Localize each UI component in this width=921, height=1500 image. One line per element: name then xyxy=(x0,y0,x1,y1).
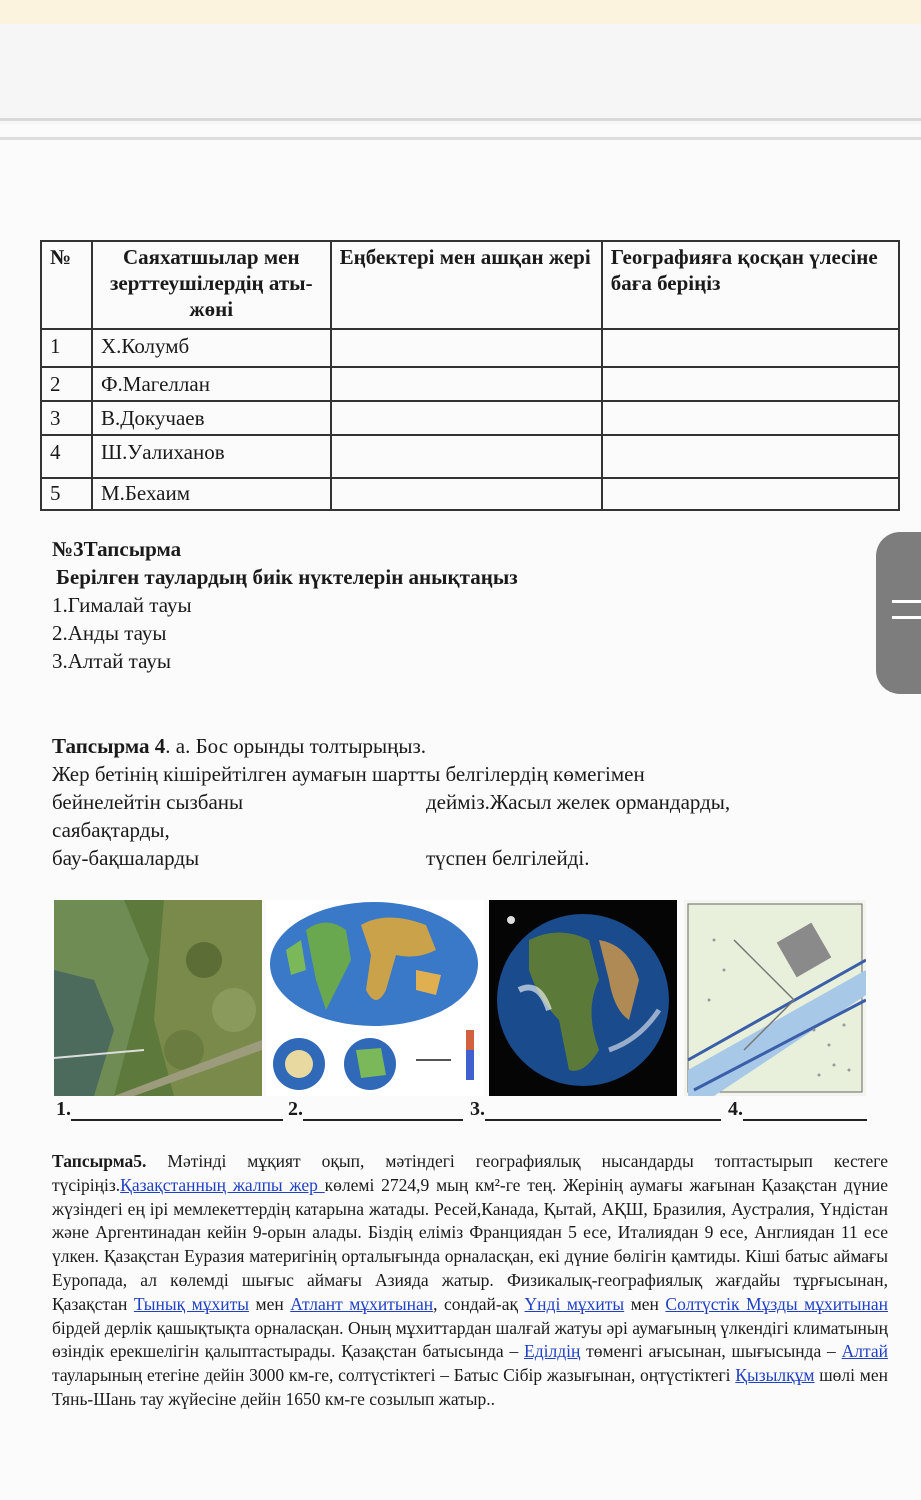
text: тауларының етегіне дейін 3000 км-ге, солтүстіктегі – Батыс Сібір жазығынан, оңтүстіктегі xyxy=(52,1365,736,1386)
image-label: 3. xyxy=(470,1098,485,1120)
menu-icon xyxy=(892,600,921,603)
divider-line xyxy=(0,118,921,121)
list-item: 1.Гималай тауы xyxy=(52,593,192,617)
answer-blank[interactable] xyxy=(303,1099,463,1121)
contribution-cell xyxy=(602,478,899,510)
link-pacific-ocean[interactable]: Тынық мұхиты xyxy=(133,1293,249,1314)
works-cell xyxy=(331,435,602,478)
task4-line-left: бау-бақшаларды xyxy=(52,846,200,870)
answer-blank[interactable] xyxy=(743,1099,867,1121)
task4-line: Жер бетінің кішірейтілген аумағын шартты белгілердің көмегімен xyxy=(52,762,645,786)
link-atlantic-ocean[interactable]: Атлант мұхитынан xyxy=(290,1293,434,1314)
table-row xyxy=(41,401,899,435)
task5-paragraph xyxy=(52,1150,888,1412)
task4-line-right: түспен белгілейді. xyxy=(426,846,590,870)
task4-line: саябақтарды, xyxy=(52,818,170,842)
row-name: Ш.Уалиханов xyxy=(92,435,331,478)
row-num: 2 xyxy=(41,367,92,401)
contribution-cell xyxy=(602,329,899,367)
row-name: В.Докучаев xyxy=(92,401,331,435)
header-works: Еңбектері мен ашқан жері xyxy=(331,241,602,329)
list-item: 2.Анды тауы xyxy=(52,621,167,645)
row-name: Х.Колумб xyxy=(92,329,331,367)
works-cell xyxy=(331,401,602,435)
text: бірдей дерлік қашықтықта орналасқан. Оның мұхиттардан шалғай жатуы әрі аумағының үлкендігі климатының өзіндік ерекшелігін қалыптастырады. Қазақстан батысында – xyxy=(52,1317,888,1362)
table-row xyxy=(41,435,899,478)
task4-section xyxy=(52,732,902,872)
works-cell xyxy=(331,478,602,510)
side-panel-handle[interactable] xyxy=(876,532,921,694)
link-altai[interactable]: Алтай xyxy=(841,1341,888,1362)
text: , сондай-ақ xyxy=(433,1293,525,1314)
text: мен xyxy=(624,1293,666,1314)
table-row xyxy=(41,329,899,367)
list-item: 3.Алтай тауы xyxy=(52,649,171,673)
link-kazakhstan-area[interactable]: Қазақстанның жалпы жер xyxy=(120,1174,325,1195)
table-row xyxy=(41,478,899,510)
task3-subtitle: Берілген таулардың биік нүктелерін анықтаңыз xyxy=(56,565,518,589)
aerial-photo-image xyxy=(54,900,262,1096)
answer-blank[interactable] xyxy=(485,1099,721,1121)
link-volga[interactable]: Еділдің xyxy=(524,1341,581,1362)
row-num: 5 xyxy=(41,478,92,510)
table-row xyxy=(41,367,899,401)
works-cell xyxy=(331,329,602,367)
link-arctic-ocean[interactable]: Солтүстік Мұзды мұхитынан xyxy=(665,1293,888,1314)
earth-globe-image xyxy=(489,900,677,1096)
task4-line-left: бейнелейтін сызбаны xyxy=(52,790,244,814)
image-label: 4. xyxy=(728,1098,743,1120)
row-num: 1 xyxy=(41,329,92,367)
contribution-cell xyxy=(602,367,899,401)
row-name: М.Бехаим xyxy=(92,478,331,510)
task4-title: Тапсырма 4 xyxy=(52,734,166,758)
travelers-table xyxy=(40,240,900,511)
top-banner xyxy=(0,0,921,24)
image-label: 2. xyxy=(288,1098,303,1120)
contribution-cell xyxy=(602,401,899,435)
works-cell xyxy=(331,367,602,401)
text: мен xyxy=(248,1293,291,1314)
divider-line xyxy=(0,137,921,140)
text: төменгі ағысынан, шығысында – xyxy=(580,1341,842,1362)
task4-instruction: . а. Бос орынды толтырыңыз. xyxy=(165,734,427,758)
table-header-row xyxy=(41,241,899,329)
task3-section xyxy=(52,535,518,675)
header-area xyxy=(0,24,921,124)
link-indian-ocean[interactable]: Үнді мұхиты xyxy=(524,1293,625,1314)
site-plan-image xyxy=(684,900,866,1096)
row-name: Ф.Магеллан xyxy=(92,367,331,401)
text: Мәтінді мұқият оқып, мәтіндегі географиялық нысандарды топтастырып кестеге түсіріңіз. xyxy=(52,1151,888,1195)
menu-icon xyxy=(892,616,921,619)
answer-blank[interactable] xyxy=(71,1099,283,1121)
header-num: № xyxy=(41,241,92,329)
task5-title: Тапсырма5. xyxy=(52,1151,147,1171)
header-name: Саяхатшылар мен зерттеушілердің аты-жөні xyxy=(92,241,331,329)
task4-line-right: дейміз.Жасыл желек ормандарды, xyxy=(426,790,731,814)
contribution-cell xyxy=(602,435,899,478)
text: шөлі мен Тянь-Шань тау жүйесіне дейін 1650 км-ге созылып жатыр.. xyxy=(52,1365,888,1409)
image-label: 1. xyxy=(56,1098,71,1120)
row-num: 3 xyxy=(41,401,92,435)
text: көлемі 2724,9 мың км²-ге тең. Жерінің аумағы жағынан Қазақстан дүние жүзіндегі ең ірі мемлекеттердің катарына жатады. Ресей,Канада, Қытай, АҚШ, Бразилия, Аустралия, Үндістан және Аргентинадан кейін 9-орын алады. Біздің еліміз Франциядан 5 есе, Италиядан 9 есе, Англиядан 11 есе үлкен. Қазақстан Еуразия материгінің орталығында орналасқан, екі дүние бөлігін қамтиды. Кіші батыс аймағы Еуропада, ал көлемді шығыс аймағы Азияда жатыр. Физикалық-географиялық жағдайы тұрғысынан, Қазақстан xyxy=(52,1174,888,1314)
link-kyzylkum[interactable]: Қызылқұм xyxy=(735,1365,815,1386)
row-num: 4 xyxy=(41,435,92,478)
header-contribution: Географияға қосқан үлесіне баға беріңіз xyxy=(602,241,899,329)
task3-title: №3Тапсырма xyxy=(52,537,182,561)
world-map-image xyxy=(266,900,484,1096)
